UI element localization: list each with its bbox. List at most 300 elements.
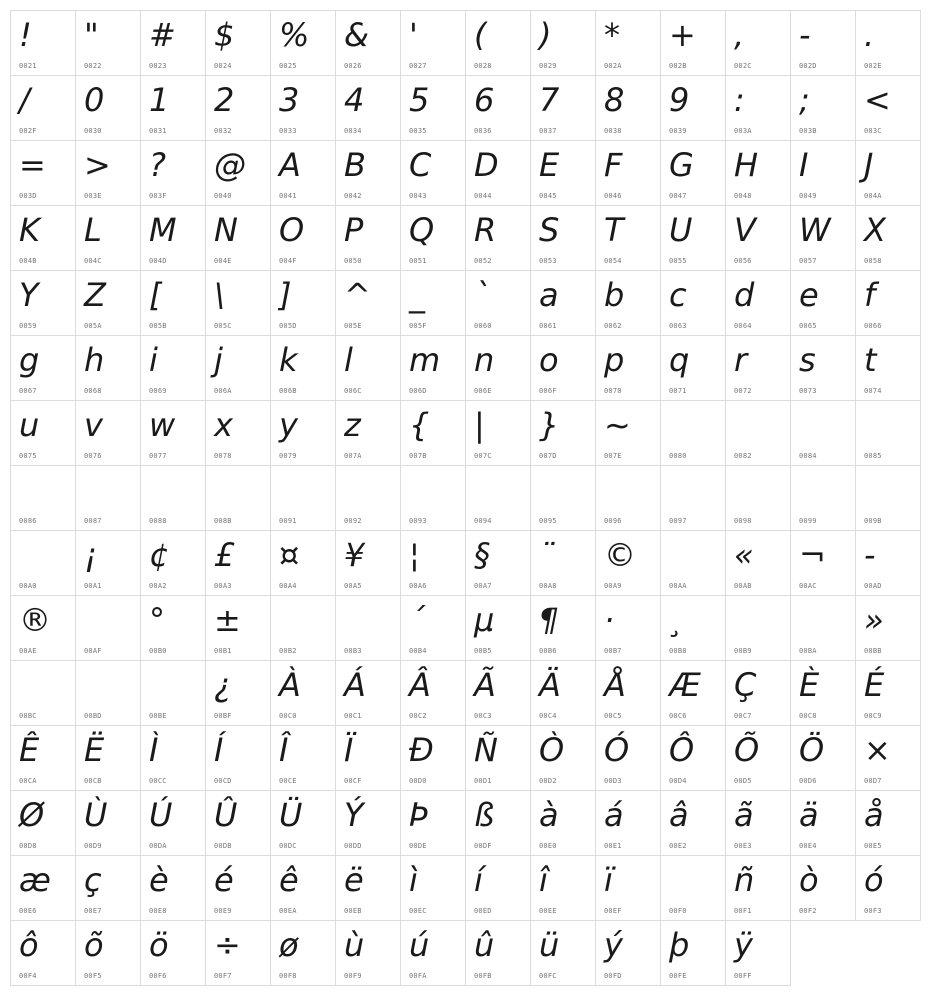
glyph-codepoint: 004E <box>214 257 232 265</box>
glyph-codepoint: 0067 <box>19 387 37 395</box>
glyph-cell <box>335 790 401 856</box>
glyph-cell <box>855 205 921 271</box>
glyph-codepoint: 004D <box>149 257 167 265</box>
glyph-cell <box>270 270 336 336</box>
glyph-codepoint: 0033 <box>279 127 297 135</box>
glyph-character: È <box>799 666 820 704</box>
glyph-character: ¥ <box>344 536 365 574</box>
glyph-character: ) <box>539 16 552 54</box>
glyph-codepoint: 00ED <box>474 907 492 915</box>
glyph-cell <box>595 10 661 76</box>
glyph-cell <box>725 10 791 76</box>
glyph-codepoint: 00CB <box>84 777 102 785</box>
glyph-codepoint: 002D <box>799 62 817 70</box>
glyph-character: £ <box>214 536 235 574</box>
glyph-cell <box>75 660 141 726</box>
glyph-codepoint: 00D3 <box>604 777 622 785</box>
glyph-codepoint: 00D4 <box>669 777 687 785</box>
glyph-character: P <box>344 211 364 249</box>
glyph-cell <box>530 400 596 466</box>
glyph-codepoint: 0036 <box>474 127 492 135</box>
glyph-codepoint: 00F1 <box>734 907 752 915</box>
glyph-character: ý <box>604 926 623 964</box>
glyph-character: Û <box>214 796 238 834</box>
glyph-codepoint: 0096 <box>604 517 622 525</box>
glyph-cell <box>75 920 141 986</box>
glyph-codepoint: 0038 <box>604 127 622 135</box>
glyph-cell <box>530 530 596 596</box>
glyph-cell <box>75 400 141 466</box>
glyph-cell <box>400 725 466 791</box>
glyph-cell <box>725 335 791 401</box>
glyph-character: ~ <box>604 406 631 444</box>
glyph-codepoint: 00B0 <box>149 647 167 655</box>
glyph-character: 7 <box>539 81 560 119</box>
glyph-cell <box>595 400 661 466</box>
glyph-character: g <box>19 341 40 379</box>
glyph-cell <box>400 75 466 141</box>
glyph-cell <box>10 10 76 76</box>
glyph-codepoint: 00DE <box>409 842 427 850</box>
glyph-cell <box>595 725 661 791</box>
glyph-character: o <box>539 341 559 379</box>
glyph-codepoint: 003C <box>864 127 882 135</box>
glyph-codepoint: 00C6 <box>669 712 687 720</box>
glyph-codepoint: 0046 <box>604 192 622 200</box>
glyph-codepoint: 00A8 <box>539 582 557 590</box>
glyph-codepoint: 00F6 <box>149 972 167 980</box>
glyph-character: / <box>19 81 30 119</box>
glyph-codepoint: 0045 <box>539 192 557 200</box>
glyph-character: Ð <box>409 731 434 769</box>
glyph-cell <box>400 335 466 401</box>
glyph-cell <box>205 400 271 466</box>
glyph-cell <box>10 335 76 401</box>
glyph-cell <box>595 75 661 141</box>
glyph-character: ÿ <box>734 926 753 964</box>
glyph-codepoint: 0065 <box>799 322 817 330</box>
glyph-cell <box>335 725 401 791</box>
glyph-cell <box>140 140 206 206</box>
glyph-cell <box>660 660 726 726</box>
glyph-character: ' <box>409 16 418 54</box>
glyph-codepoint: 0059 <box>19 322 37 330</box>
glyph-codepoint: 0047 <box>669 192 687 200</box>
glyph-cell <box>790 10 856 76</box>
glyph-cell <box>140 790 206 856</box>
glyph-character: a <box>539 276 559 314</box>
glyph-character: § <box>474 536 490 574</box>
glyph-cell <box>790 270 856 336</box>
glyph-codepoint: 0060 <box>474 322 492 330</box>
glyph-character: = <box>19 146 46 184</box>
glyph-codepoint: 00B2 <box>279 647 297 655</box>
glyph-cell <box>790 335 856 401</box>
glyph-codepoint: 00A0 <box>19 582 37 590</box>
glyph-cell <box>10 725 76 791</box>
glyph-character: É <box>864 666 885 704</box>
glyph-cell <box>595 270 661 336</box>
glyph-cell <box>855 725 921 791</box>
glyph-codepoint: 00BE <box>149 712 167 720</box>
glyph-codepoint: 00A6 <box>409 582 427 590</box>
glyph-character: Ì <box>149 731 159 769</box>
glyph-cell <box>465 530 531 596</box>
glyph-codepoint: 0049 <box>799 192 817 200</box>
glyph-codepoint: 0073 <box>799 387 817 395</box>
glyph-character: T <box>604 211 624 249</box>
glyph-character: I <box>799 146 809 184</box>
glyph-cell <box>465 595 531 661</box>
glyph-codepoint: 0084 <box>799 452 817 460</box>
glyph-character: ó <box>864 861 884 899</box>
glyph-codepoint: 00FA <box>409 972 427 980</box>
glyph-codepoint: 00A3 <box>214 582 232 590</box>
glyph-character: À <box>279 666 301 704</box>
glyph-codepoint: 0026 <box>344 62 362 70</box>
glyph-cell <box>465 790 531 856</box>
glyph-codepoint: 00FE <box>669 972 687 980</box>
glyph-cell <box>595 920 661 986</box>
glyph-cell <box>140 205 206 271</box>
glyph-codepoint: 008B <box>214 517 232 525</box>
glyph-codepoint: 00FD <box>604 972 622 980</box>
glyph-cell <box>205 10 271 76</box>
glyph-character: ° <box>149 601 165 639</box>
glyph-cell <box>335 595 401 661</box>
glyph-codepoint: 0022 <box>84 62 102 70</box>
glyph-cell <box>595 855 661 921</box>
glyph-cell <box>10 920 76 986</box>
glyph-cell <box>660 855 726 921</box>
glyph-character: 4 <box>344 81 365 119</box>
glyph-cell <box>465 660 531 726</box>
glyph-character: s <box>799 341 816 379</box>
glyph-character: X <box>864 211 886 249</box>
glyph-cell <box>660 790 726 856</box>
glyph-codepoint: 00C3 <box>474 712 492 720</box>
glyph-codepoint: 0066 <box>864 322 882 330</box>
glyph-cell <box>75 205 141 271</box>
glyph-cell <box>855 335 921 401</box>
glyph-codepoint: 00DB <box>214 842 232 850</box>
glyph-cell <box>10 855 76 921</box>
glyph-codepoint: 0030 <box>84 127 102 135</box>
glyph-cell <box>855 10 921 76</box>
glyph-codepoint: 00FC <box>539 972 557 980</box>
glyph-character: à <box>539 796 559 834</box>
glyph-codepoint: 00CC <box>149 777 167 785</box>
glyph-character: 1 <box>149 81 170 119</box>
glyph-cell <box>270 595 336 661</box>
glyph-cell <box>790 855 856 921</box>
glyph-cell <box>530 790 596 856</box>
glyph-cell <box>530 465 596 531</box>
glyph-cell <box>270 920 336 986</box>
glyph-cell <box>465 75 531 141</box>
glyph-codepoint: 00A4 <box>279 582 297 590</box>
glyph-codepoint: 0024 <box>214 62 232 70</box>
glyph-codepoint: 005B <box>149 322 167 330</box>
glyph-character: ! <box>19 16 32 54</box>
glyph-codepoint: 00F9 <box>344 972 362 980</box>
glyph-character: @ <box>214 146 246 184</box>
glyph-cell <box>270 465 336 531</box>
glyph-cell <box>205 205 271 271</box>
glyph-codepoint: 0072 <box>734 387 752 395</box>
glyph-cell <box>725 205 791 271</box>
glyph-character: > <box>84 146 111 184</box>
glyph-codepoint: 0093 <box>409 517 427 525</box>
glyph-character: 6 <box>474 81 495 119</box>
glyph-cell <box>335 465 401 531</box>
glyph-codepoint: 007A <box>344 452 362 460</box>
glyph-codepoint: 00CD <box>214 777 232 785</box>
glyph-codepoint: 0071 <box>669 387 687 395</box>
glyph-cell <box>400 855 466 921</box>
glyph-character: õ <box>84 926 104 964</box>
glyph-character: d <box>734 276 755 314</box>
glyph-character: ^ <box>344 276 371 314</box>
glyph-character: ë <box>344 861 364 899</box>
glyph-codepoint: 00A5 <box>344 582 362 590</box>
glyph-codepoint: 007B <box>409 452 427 460</box>
glyph-codepoint: 00FF <box>734 972 752 980</box>
glyph-codepoint: 005E <box>344 322 362 330</box>
glyph-character: Ï <box>344 731 354 769</box>
glyph-codepoint: 0095 <box>539 517 557 525</box>
glyph-character: . <box>864 16 875 54</box>
glyph-codepoint: 0021 <box>19 62 37 70</box>
glyph-codepoint: 005C <box>214 322 232 330</box>
glyph-cell <box>10 530 76 596</box>
glyph-cell <box>140 530 206 596</box>
glyph-character: ¬ <box>799 536 826 574</box>
glyph-cell <box>400 595 466 661</box>
glyph-codepoint: 005A <box>84 322 102 330</box>
glyph-codepoint: 0041 <box>279 192 297 200</box>
glyph-codepoint: 0034 <box>344 127 362 135</box>
glyph-cell <box>790 205 856 271</box>
glyph-codepoint: 0075 <box>19 452 37 460</box>
glyph-codepoint: 00EC <box>409 907 427 915</box>
glyph-codepoint: 002C <box>734 62 752 70</box>
glyph-cell <box>400 465 466 531</box>
glyph-codepoint: 00BD <box>84 712 102 720</box>
glyph-cell <box>270 75 336 141</box>
glyph-codepoint: 0053 <box>539 257 557 265</box>
glyph-codepoint: 00F8 <box>279 972 297 980</box>
glyph-cell <box>530 270 596 336</box>
glyph-character: R <box>474 211 497 249</box>
glyph-codepoint: 0037 <box>539 127 557 135</box>
glyph-character: Â <box>409 666 431 704</box>
glyph-cell <box>595 790 661 856</box>
glyph-codepoint: 0078 <box>214 452 232 460</box>
glyph-codepoint: 00CA <box>19 777 37 785</box>
glyph-character: p <box>604 341 625 379</box>
glyph-cell <box>660 75 726 141</box>
glyph-codepoint: 0088 <box>149 517 167 525</box>
glyph-codepoint: 00BA <box>799 647 817 655</box>
glyph-character: ô <box>19 926 39 964</box>
glyph-codepoint: 007D <box>539 452 557 460</box>
glyph-codepoint: 00E4 <box>799 842 817 850</box>
glyph-cell <box>660 205 726 271</box>
glyph-cell <box>855 530 921 596</box>
glyph-codepoint: 0099 <box>799 517 817 525</box>
glyph-cell <box>725 465 791 531</box>
glyph-character: _ <box>409 276 425 314</box>
glyph-cell <box>725 75 791 141</box>
glyph-cell <box>140 920 206 986</box>
glyph-cell <box>530 10 596 76</box>
glyph-character: Ý <box>344 796 364 834</box>
glyph-character: ¤ <box>279 536 300 574</box>
glyph-cell <box>335 400 401 466</box>
glyph-cell <box>725 790 791 856</box>
glyph-character: f <box>864 276 876 314</box>
glyph-cell <box>660 530 726 596</box>
glyph-character: , <box>734 16 745 54</box>
glyph-cell <box>400 530 466 596</box>
glyph-character: ï <box>604 861 613 899</box>
glyph-codepoint: 00BC <box>19 712 37 720</box>
glyph-codepoint: 0039 <box>669 127 687 135</box>
glyph-codepoint: 00E9 <box>214 907 232 915</box>
glyph-codepoint: 00E3 <box>734 842 752 850</box>
glyph-cell <box>270 335 336 401</box>
glyph-codepoint: 00B5 <box>474 647 492 655</box>
glyph-codepoint: 006A <box>214 387 232 395</box>
glyph-codepoint: 00B4 <box>409 647 427 655</box>
glyph-codepoint: 00C2 <box>409 712 427 720</box>
glyph-codepoint: 0097 <box>669 517 687 525</box>
glyph-codepoint: 0058 <box>864 257 882 265</box>
glyph-cell <box>530 205 596 271</box>
glyph-character: ¶ <box>539 601 560 639</box>
glyph-character: 5 <box>409 81 430 119</box>
glyph-character: ] <box>279 276 292 314</box>
glyph-cell <box>855 270 921 336</box>
glyph-cell <box>205 530 271 596</box>
glyph-character: G <box>669 146 694 184</box>
glyph-character: n <box>474 341 495 379</box>
glyph-cell <box>660 270 726 336</box>
glyph-character: ö <box>149 926 169 964</box>
glyph-cell <box>595 140 661 206</box>
glyph-codepoint: 0087 <box>84 517 102 525</box>
glyph-cell <box>855 855 921 921</box>
glyph-codepoint: 0092 <box>344 517 362 525</box>
glyph-codepoint: 002F <box>19 127 37 135</box>
glyph-cell <box>335 10 401 76</box>
glyph-cell <box>205 270 271 336</box>
glyph-codepoint: 00B3 <box>344 647 362 655</box>
glyph-character: e <box>799 276 819 314</box>
glyph-cell <box>140 75 206 141</box>
glyph-cell <box>595 530 661 596</box>
glyph-codepoint: 00B7 <box>604 647 622 655</box>
glyph-codepoint: 0023 <box>149 62 167 70</box>
glyph-cell <box>10 400 76 466</box>
glyph-character: 3 <box>279 81 300 119</box>
glyph-cell <box>855 595 921 661</box>
glyph-cell <box>465 855 531 921</box>
glyph-character: z <box>344 406 361 444</box>
glyph-character: m <box>409 341 441 379</box>
glyph-character: Ñ <box>474 731 498 769</box>
glyph-cell <box>530 595 596 661</box>
glyph-cell <box>465 400 531 466</box>
glyph-codepoint: 0056 <box>734 257 752 265</box>
glyph-cell <box>270 660 336 726</box>
glyph-codepoint: 0052 <box>474 257 492 265</box>
glyph-character: Ç <box>734 666 757 704</box>
glyph-character: ¿ <box>214 666 231 704</box>
glyph-character: Æ <box>669 666 701 704</box>
glyph-character: Ù <box>84 796 108 834</box>
glyph-cell <box>140 270 206 336</box>
glyph-grid <box>10 10 920 985</box>
glyph-character: × <box>864 731 891 769</box>
glyph-character: ü <box>539 926 560 964</box>
glyph-codepoint: 00CF <box>344 777 362 785</box>
glyph-character: ê <box>279 861 299 899</box>
glyph-codepoint: 0082 <box>734 452 752 460</box>
glyph-cell <box>725 920 791 986</box>
glyph-character: â <box>669 796 689 834</box>
glyph-codepoint: 003B <box>799 127 817 135</box>
glyph-cell <box>75 140 141 206</box>
glyph-codepoint: 00C8 <box>799 712 817 720</box>
glyph-codepoint: 002E <box>864 62 882 70</box>
glyph-character: 8 <box>604 81 625 119</box>
glyph-character: U <box>669 211 693 249</box>
glyph-codepoint: 00A9 <box>604 582 622 590</box>
glyph-character: Ë <box>84 731 105 769</box>
glyph-cell <box>660 140 726 206</box>
glyph-character: ; <box>799 81 810 119</box>
glyph-codepoint: 00C1 <box>344 712 362 720</box>
glyph-cell <box>595 595 661 661</box>
glyph-codepoint: 006B <box>279 387 297 395</box>
glyph-character: V <box>734 211 756 249</box>
glyph-cell <box>335 920 401 986</box>
glyph-codepoint: 00AC <box>799 582 817 590</box>
glyph-codepoint: 006C <box>344 387 362 395</box>
glyph-codepoint: 00D6 <box>799 777 817 785</box>
glyph-codepoint: 002A <box>604 62 622 70</box>
glyph-codepoint: 0085 <box>864 452 882 460</box>
glyph-codepoint: 00C4 <box>539 712 557 720</box>
glyph-codepoint: 0044 <box>474 192 492 200</box>
glyph-cell <box>790 660 856 726</box>
glyph-character: ( <box>474 16 487 54</box>
glyph-character: ì <box>409 861 418 899</box>
glyph-character: è <box>149 861 169 899</box>
glyph-codepoint: 00E7 <box>84 907 102 915</box>
glyph-cell <box>400 660 466 726</box>
glyph-character: u <box>19 406 40 444</box>
glyph-cell <box>270 790 336 856</box>
glyph-character: W <box>799 211 831 249</box>
glyph-cell <box>75 790 141 856</box>
glyph-codepoint: 00D5 <box>734 777 752 785</box>
glyph-character: ` <box>474 276 490 314</box>
glyph-character: ç <box>84 861 102 899</box>
glyph-codepoint: 0080 <box>669 452 687 460</box>
